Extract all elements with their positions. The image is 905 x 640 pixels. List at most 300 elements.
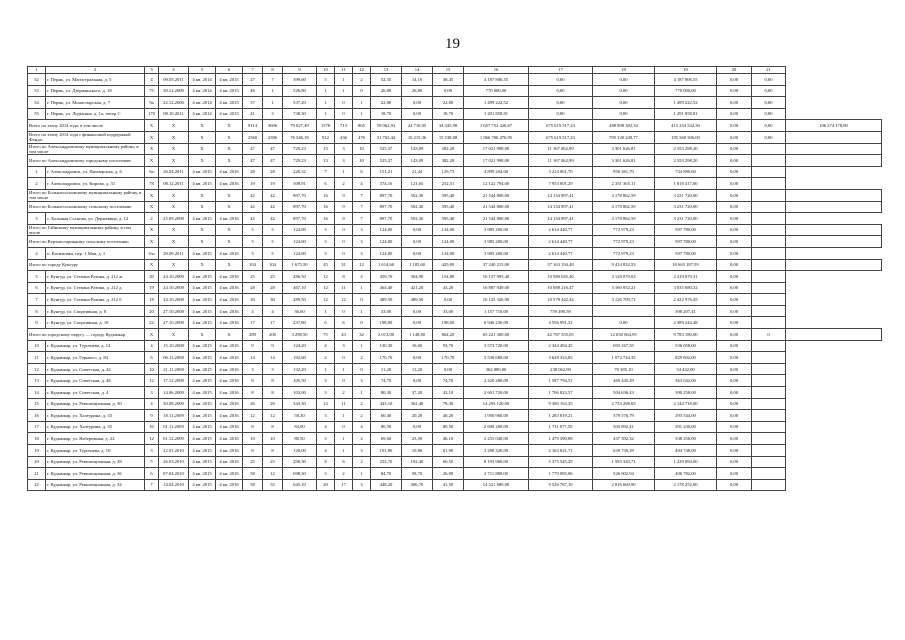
- table-cell: 0,00: [717, 329, 752, 341]
- table-cell: 40,20: [433, 410, 464, 422]
- table-cell: 429,00: [433, 259, 464, 271]
- table-cell: 4 кв. 2015: [189, 271, 216, 283]
- table-cell: 32: [353, 329, 371, 341]
- table-cell: 7: [317, 166, 335, 178]
- table-cell: 0,00: [717, 421, 752, 433]
- table-cell: 4: [353, 421, 371, 433]
- header-cell: 1: [28, 67, 46, 74]
- table-cell: 58: [243, 479, 263, 491]
- table-cell: 195 560 306,00: [655, 131, 717, 143]
- table-cell: 12: [317, 294, 335, 306]
- table-cell: 21 544 800,00: [464, 213, 529, 225]
- table-cell: X: [145, 259, 159, 271]
- table-cell: 772 979,23: [593, 224, 655, 236]
- table-cell: 8: [335, 271, 353, 283]
- table-cell: 30.12.2009: [159, 85, 189, 97]
- table-cell: 42: [243, 213, 263, 225]
- table-row: [28, 433, 882, 445]
- table-cell: 22.12.2006: [159, 97, 189, 109]
- table-cell: 101,80: [371, 445, 402, 457]
- table-cell: 30.08.2009: [159, 398, 189, 410]
- table-cell: 1 148,80: [402, 329, 433, 341]
- table-cell: 4: [317, 340, 335, 352]
- table-cell: [786, 189, 882, 201]
- table-cell: 4: [353, 271, 371, 283]
- table-cell: [752, 340, 786, 352]
- table-cell: 1: [317, 305, 335, 317]
- table-cell: 151,21: [371, 166, 402, 178]
- table-cell: 54: [28, 97, 46, 109]
- table-cell: 4 кв. 2016: [216, 421, 243, 433]
- table-cell: 2 553 298,20: [655, 155, 717, 167]
- table-cell: 42: [243, 201, 263, 213]
- header-cell: 21: [752, 67, 786, 74]
- table-cell: X: [189, 131, 216, 143]
- table-cell: 4: [145, 74, 159, 86]
- table-cell: 20: [28, 456, 46, 468]
- table-cell: 0,00: [717, 352, 752, 364]
- table-cell: 16: [317, 213, 335, 225]
- table-cell: 494 748,00: [655, 445, 717, 457]
- table-cell: 4 кв. 2016: [216, 282, 243, 294]
- table-cell: 21: [28, 468, 46, 480]
- table-cell: 132,20: [283, 363, 317, 375]
- table-cell: 4 кв. 2016: [216, 166, 243, 178]
- table-cell: 46: [243, 85, 263, 97]
- table-cell: 382,28: [433, 155, 464, 167]
- header-cell: 10: [317, 67, 335, 74]
- table-cell: X: [159, 155, 189, 167]
- table-cell: 4 899 204,00: [464, 166, 529, 178]
- table-cell: 0,00: [717, 143, 752, 155]
- table-cell: 47: [263, 143, 283, 155]
- table-cell: 0,00: [717, 317, 752, 329]
- table-cell: 6: [353, 166, 371, 178]
- table-cell: 16 215,36: [402, 131, 433, 143]
- table-cell: 41,50: [433, 479, 464, 491]
- table-cell: X: [159, 120, 189, 132]
- table-cell: 130,30: [371, 340, 402, 352]
- table-cell: 0,00: [717, 468, 752, 480]
- table-cell: 1 291 858,81: [655, 108, 717, 120]
- table-row: [28, 352, 882, 364]
- table-cell: 4 кв. 2015: [189, 398, 216, 410]
- table-cell: 10 665 187,93: [655, 259, 717, 271]
- table-cell: X: [145, 329, 159, 341]
- table-cell: 4 кв. 2015: [189, 352, 216, 364]
- table-cell: 60,40: [371, 410, 402, 422]
- table-cell: 30: [263, 294, 283, 306]
- table-cell: 20,20: [402, 410, 433, 422]
- table-cell: 4 кв. 2015: [216, 85, 243, 97]
- table-cell: X: [145, 120, 159, 132]
- table-cell: 93,70: [433, 340, 464, 352]
- table-cell: 19: [28, 445, 46, 457]
- table-cell: [752, 282, 786, 294]
- header-cell: 17: [529, 67, 593, 74]
- table-cell: 27: [243, 74, 263, 86]
- total-label-cell: Всего по этапу 2014 года, в том числе: [28, 120, 145, 132]
- table-cell: 0,00: [529, 108, 593, 120]
- table-cell: [786, 224, 882, 236]
- table-cell: 6: [317, 317, 335, 329]
- table-cell: 3: [317, 410, 335, 422]
- table-cell: 0,00: [717, 445, 752, 457]
- table-cell: [752, 155, 786, 167]
- table-cell: 1 593 320,71: [593, 456, 655, 468]
- table-cell: 17: [28, 421, 46, 433]
- table-cell: X: [216, 155, 243, 167]
- table-cell: 80,50: [371, 421, 402, 433]
- table-cell: 43,20: [433, 282, 464, 294]
- table-cell: 0,00: [717, 340, 752, 352]
- table-cell: [752, 271, 786, 283]
- table-cell: 104: [243, 259, 263, 271]
- table-cell: 36,60: [283, 305, 317, 317]
- table-cell: 2: [335, 178, 353, 190]
- table-cell: 0,00: [752, 97, 786, 109]
- table-cell: 4 кв. 2016: [216, 352, 243, 364]
- table-cell: 0,00: [717, 108, 752, 120]
- table-cell: 374,16: [371, 178, 402, 190]
- table-cell: 81,90: [433, 445, 464, 457]
- table-cell: 47: [263, 155, 283, 167]
- table-cell: 9: [243, 340, 263, 352]
- table-cell: 27.10.2008: [159, 317, 189, 329]
- table-cell: 0,00: [717, 131, 752, 143]
- table-cell: 30: [243, 294, 263, 306]
- table-cell: 14,10: [402, 74, 433, 86]
- table-cell: 1: [317, 108, 335, 120]
- table-cell: 729,23: [283, 143, 317, 155]
- table-cell: X: [159, 259, 189, 271]
- table-body: [28, 67, 882, 491]
- table-cell: 14.06.2009: [159, 387, 189, 399]
- table-cell: 0,00: [717, 224, 752, 236]
- table-cell: 25: [263, 456, 283, 468]
- total-label-cell: Итого по Верхнестарицкому сельскому поселению: [28, 236, 145, 248]
- table-cell: 1 283 819,21: [529, 410, 593, 422]
- table-cell: 33,00: [433, 305, 464, 317]
- table-cell: X: [216, 201, 243, 213]
- table-cell: 4 кв. 2016: [216, 387, 243, 399]
- table-cell: [752, 421, 786, 433]
- table-cell: 65 221 300,00: [464, 329, 529, 341]
- table-cell: 8: [317, 456, 335, 468]
- table-cell: X: [189, 201, 216, 213]
- table-cell: 5 530 680,00: [464, 352, 529, 364]
- table-cell: 1 675,50: [283, 259, 317, 271]
- table-cell: 45: [317, 259, 335, 271]
- table-cell: 4 кв. 2015: [189, 294, 216, 306]
- table-cell: 7: [28, 294, 46, 306]
- table-row: [28, 456, 882, 468]
- table-cell: 489,50: [283, 294, 317, 306]
- table-cell: 70 385,10: [593, 363, 655, 375]
- table-cell: 395,40: [433, 213, 464, 225]
- table-cell: 0: [353, 363, 371, 375]
- table-cell: X: [145, 155, 159, 167]
- table-cell: 713: [335, 120, 353, 132]
- table-cell: 950 261,70: [593, 166, 655, 178]
- table-cell: 50,30: [283, 410, 317, 422]
- table-cell: 912: [317, 131, 335, 143]
- table-cell: [752, 236, 786, 248]
- table-cell: 1: [317, 97, 335, 109]
- address-cell: п. Касимовка, пер. 1 Мая, д. 1: [46, 247, 145, 259]
- table-cell: 7: [353, 189, 371, 201]
- table-cell: 464,40: [371, 282, 402, 294]
- table-cell: X: [189, 189, 216, 201]
- table-cell: 12: [317, 282, 335, 294]
- table-cell: 1 956 960,00: [464, 410, 529, 422]
- table-cell: 897,70: [371, 213, 402, 225]
- table-row: [28, 479, 882, 491]
- table-cell: [752, 363, 786, 375]
- table-cell: 13: [317, 143, 335, 155]
- total-row: [28, 143, 882, 155]
- table-cell: 8 193 960,00: [464, 456, 529, 468]
- table-cell: 104: [263, 259, 283, 271]
- table-cell: 3: [317, 387, 335, 399]
- table-cell: 12: [28, 363, 46, 375]
- table-cell: 1: [28, 166, 46, 178]
- table-row: [28, 410, 882, 422]
- table-cell: 2396: [263, 131, 283, 143]
- table-cell: 12: [353, 259, 371, 271]
- table-cell: 759 490,59: [529, 305, 593, 317]
- table-cell: 3 628 333,85: [529, 352, 593, 364]
- total-label-cell: Итого по Большесосновскому сельскому поселению: [28, 201, 145, 213]
- table-cell: X: [216, 236, 243, 248]
- table-cell: 14: [243, 352, 263, 364]
- table-cell: 0,00: [402, 108, 433, 120]
- table-cell: 698,30: [283, 468, 317, 480]
- table-cell: 17: [263, 317, 283, 329]
- table-cell: 0,00: [433, 85, 464, 97]
- table-cell: 19: [243, 178, 263, 190]
- table-cell: 864,20: [433, 329, 464, 341]
- table-cell: 5: [263, 236, 283, 248]
- table-row: [28, 317, 882, 329]
- table-cell: 1 499 222,52: [655, 97, 717, 109]
- table-cell: 42: [263, 189, 283, 201]
- table-cell: 2: [335, 468, 353, 480]
- table-cell: 4 556 991,52: [529, 317, 593, 329]
- table-cell: 20: [145, 305, 159, 317]
- table-cell: 486,50: [283, 271, 317, 283]
- table-cell: 4 кв. 2016: [216, 305, 243, 317]
- total-label-cell: Итого по Большесосновскому муниципальному району, в том числе: [28, 189, 145, 201]
- table-cell: 2 614 440,77: [529, 224, 593, 236]
- address-cell: г. Кунгур, ул. Степана Разина, д. 212 ж: [46, 271, 145, 283]
- table-cell: 4 кв. 2015: [189, 456, 216, 468]
- table-cell: 0: [335, 236, 353, 248]
- table-cell: 84,70: [371, 468, 402, 480]
- table-cell: 3 231 720,00: [655, 201, 717, 213]
- table-cell: 78: [145, 178, 159, 190]
- address-cell: г. Кудымкар, ул. Набережная, д. 22: [46, 433, 145, 445]
- table-cell: 1: [263, 97, 283, 109]
- table-cell: 693 167,35: [593, 340, 655, 352]
- table-cell: 459,70: [371, 271, 402, 283]
- table-cell: 4 кв. 2015: [189, 340, 216, 352]
- table-cell: 2: [335, 387, 353, 399]
- table-cell: 6 946 236,00: [464, 317, 529, 329]
- table-cell: 6: [145, 468, 159, 480]
- table-cell: 0: [335, 224, 353, 236]
- table-cell: 0,00: [752, 131, 786, 143]
- address-cell: г. Кунгур, ул. Спортивная, д. 8: [46, 305, 145, 317]
- table-cell: 8: [243, 375, 263, 387]
- table-cell: 675 619 517,23: [529, 131, 593, 143]
- table-cell: 21 544 800,00: [464, 189, 529, 201]
- table-cell: 26: [263, 398, 283, 410]
- table-cell: X: [145, 224, 159, 236]
- table-cell: 770 000,00: [655, 85, 717, 97]
- table-cell: 12: [145, 433, 159, 445]
- table-cell: 16: [317, 201, 335, 213]
- table-cell: 4 кв. 2016: [216, 340, 243, 352]
- table-cell: 0,00: [717, 97, 752, 109]
- table-cell: 645,10: [283, 479, 317, 491]
- table-cell: 170,70: [433, 352, 464, 364]
- table-cell: 0: [335, 375, 353, 387]
- table-cell: 26.04.2011: [159, 166, 189, 178]
- table-cell: 9: [335, 213, 353, 225]
- address-cell: г. Кудымкар, ул. Революционная, д. 36: [46, 468, 145, 480]
- table-cell: X: [145, 236, 159, 248]
- table-cell: 4: [353, 178, 371, 190]
- table-cell: 143,09: [402, 155, 433, 167]
- table-cell: 31 763,44: [371, 131, 402, 143]
- table-cell: 0,00: [717, 433, 752, 445]
- table-cell: 3: [263, 363, 283, 375]
- table-cell: 2: [145, 213, 159, 225]
- table-cell: 124,00: [433, 236, 464, 248]
- table-cell: 12: [335, 294, 353, 306]
- table-cell: 597 780,00: [655, 247, 717, 259]
- table-cell: 5 375 545,29: [529, 456, 593, 468]
- table-row: [28, 85, 882, 97]
- table-cell: 0,00: [717, 247, 752, 259]
- table-cell: 897,70: [283, 189, 317, 201]
- table-cell: 0,00: [593, 74, 655, 86]
- table-cell: 0,00: [752, 120, 786, 132]
- header-cell: 13: [371, 67, 402, 74]
- table-cell: 770 000,00: [464, 85, 529, 97]
- table-cell: 1: [263, 85, 283, 97]
- table-cell: 391 230,00: [655, 421, 717, 433]
- table-cell: 3: [335, 155, 353, 167]
- table-cell: 170,70: [371, 352, 402, 364]
- header-cell: 19: [655, 67, 717, 74]
- total-row: [28, 259, 882, 271]
- table-cell: [752, 410, 786, 422]
- table-cell: 46,10: [433, 433, 464, 445]
- table-cell: 9: [28, 317, 46, 329]
- table-cell: 120,00: [283, 445, 317, 457]
- table-cell: 11: [28, 352, 46, 364]
- table-cell: 76 346,18: [283, 131, 317, 143]
- table-cell: 3: [145, 387, 159, 399]
- table-cell: 526 002,94: [593, 468, 655, 480]
- table-cell: 12 650 064,95: [593, 329, 655, 341]
- total-row: [28, 189, 882, 201]
- table-cell: 16 125 326,90: [464, 294, 529, 306]
- data-table-wrapper: [27, 66, 882, 491]
- table-cell: 4 кв. 2016: [216, 363, 243, 375]
- table-cell: 4 кв. 2016: [216, 213, 243, 225]
- table-cell: 0: [353, 317, 371, 329]
- table-cell: 3: [243, 363, 263, 375]
- table-cell: 2 144 718,00: [655, 398, 717, 410]
- table-cell: X: [189, 236, 216, 248]
- table-cell: 2: [353, 433, 371, 445]
- table-cell: 124,20: [283, 340, 317, 352]
- table-cell: 4 кв. 2014: [189, 85, 216, 97]
- table-cell: 08.10.2011: [159, 108, 189, 120]
- table-cell: 105,50: [283, 375, 317, 387]
- table-cell: 19: [263, 178, 283, 190]
- address-cell: г. Кудымкар, ул. Советская, д. 42: [46, 363, 145, 375]
- table-cell: 09.05.2011: [159, 74, 189, 86]
- table-cell: X: [189, 329, 216, 341]
- table-cell: 6: [335, 456, 353, 468]
- address-cell: г. Александровск, ул. Кирова, д. 31: [46, 178, 145, 190]
- table-cell: 4 кв. 2015: [189, 305, 216, 317]
- table-cell: 11 167 062,99: [529, 155, 593, 167]
- table-cell: 3: [317, 224, 335, 236]
- table-cell: 19: [145, 282, 159, 294]
- table-cell: 29.09.2011: [159, 247, 189, 259]
- table-cell: 0,00: [717, 305, 752, 317]
- table-cell: 0,00: [717, 178, 752, 190]
- table-cell: 362,40: [402, 398, 433, 410]
- table-cell: 18,70: [433, 108, 464, 120]
- table-cell: 3606: [263, 120, 283, 132]
- table-cell: 25: [263, 271, 283, 283]
- table-cell: 170: [145, 108, 159, 120]
- table-cell: 0,00: [717, 363, 752, 375]
- table-cell: 0,00: [433, 294, 464, 306]
- table-cell: 734 880,60: [655, 166, 717, 178]
- address-cell: г. Кудымкар, ул. Революционная, д. 34: [46, 479, 145, 491]
- table-cell: 1 587 794,51: [529, 375, 593, 387]
- table-cell: 0,00: [717, 375, 752, 387]
- table-cell: 4 кв. 2016: [216, 178, 243, 190]
- table-cell: 124,00: [433, 247, 464, 259]
- table-row: [28, 97, 882, 109]
- table-cell: 0: [335, 421, 353, 433]
- table-cell: 26.03.2010: [159, 456, 189, 468]
- table-cell: 28: [263, 166, 283, 178]
- table-cell: 192,60: [283, 352, 317, 364]
- table-cell: [752, 189, 786, 201]
- total-label-cell: Итого по Гайнскому муниципальному району, в том числе: [28, 224, 145, 236]
- table-cell: 406,70: [402, 479, 433, 491]
- table-cell: 395,40: [433, 201, 464, 213]
- table-cell: 4 кв. 2015: [189, 479, 216, 491]
- table-cell: 124,00: [283, 247, 317, 259]
- table-cell: [752, 479, 786, 491]
- table-cell: 15: [28, 398, 46, 410]
- table-cell: 9: [263, 340, 283, 352]
- table-cell: 4 кв. 2016: [216, 456, 243, 468]
- table-cell: X: [159, 329, 189, 341]
- table-cell: 10: [28, 340, 46, 352]
- table-cell: 5: [243, 247, 263, 259]
